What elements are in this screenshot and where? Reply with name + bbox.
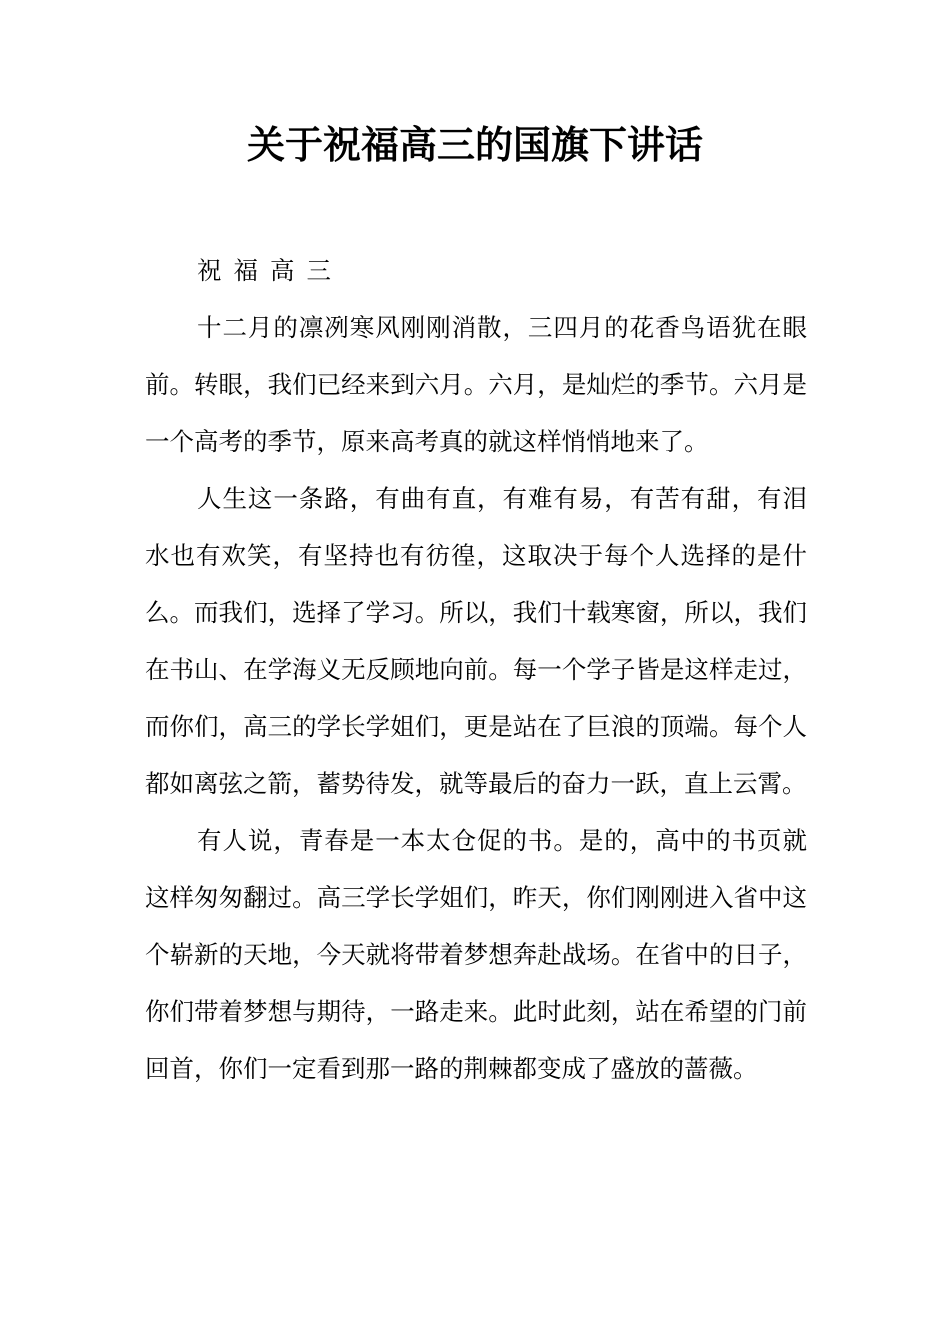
- section-subheading: 祝福高三: [197, 256, 343, 285]
- paragraph-2: 人生这一条路，有曲有直，有难有易，有苦有甜，有泪水也有欢笑，有坚持也有彷徨，这取决于每个人选择的是什么。而我们，选择了学习。所以，我们十载寒窗，所以，我们在书山、在学海义无反顾地向前。每一个学子皆是这样走过，而你们，高三的学长学姐们，更是站在了巨浪的顶端。每个人都如离弦之箭，蓄势待发，就等最后的奋力一跃，直上云霄。: [145, 484, 807, 798]
- paragraph-3: 有人说，青春是一本太仓促的书。是的，高中的书页就这样匆匆翻过。高三学长学姐们，昨天，你们刚刚进入省中这个崭新的天地，今天就将带着梦想奔赴战场。在省中的日子，你们带着梦想与期待，一路走来。此时此刻，站在希望的门前回首，你们一定看到那一路的荆棘都变成了盛放的蔷薇。: [145, 826, 807, 1083]
- document-body: [145, 242, 807, 1097]
- document-title: 关于祝福高三的国旗下讲话: [246, 122, 703, 167]
- paragraph-1: 十二月的凛冽寒风刚刚消散，三四月的花香鸟语犹在眼前。转眼，我们已经来到六月。六月，是灿烂的季节。六月是一个高考的季节，原来高考真的就这样悄悄地来了。: [145, 313, 807, 456]
